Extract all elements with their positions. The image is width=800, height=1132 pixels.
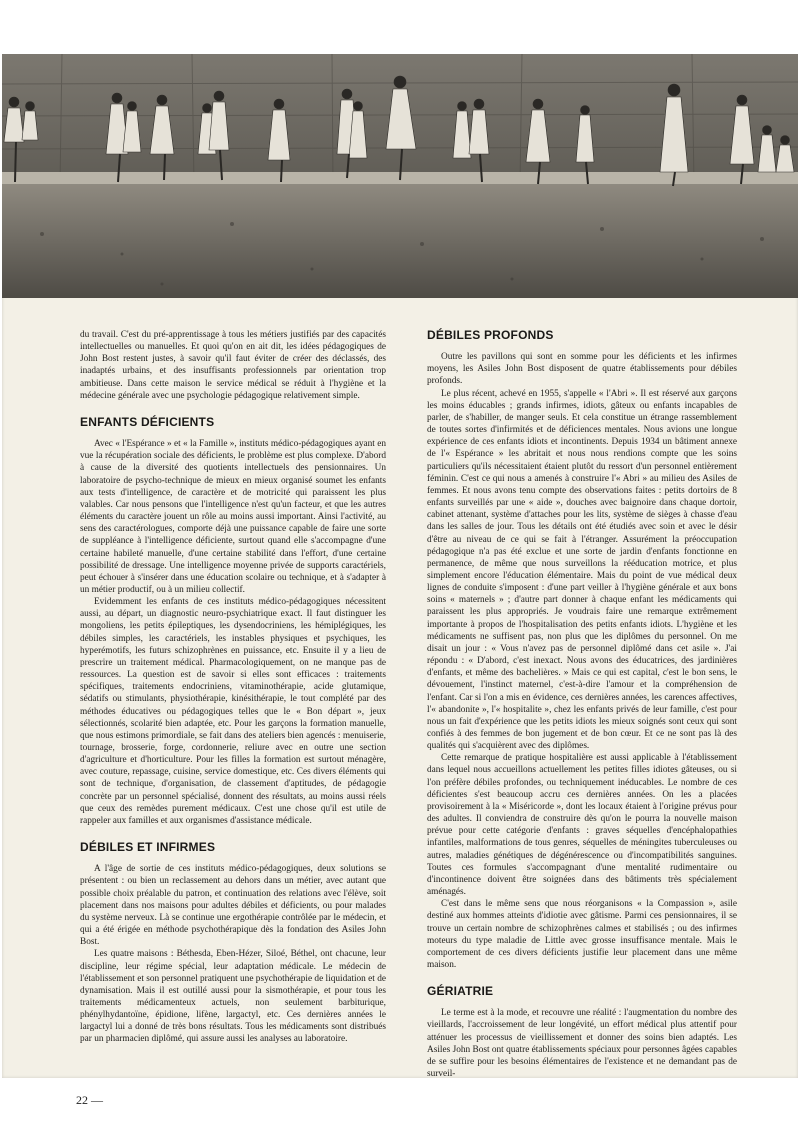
right-column xyxy=(427,325,737,1080)
paragraph: C'est dans le même sens que nous réorganisons « la Compassion », asile destiné aux hommes atteints d'idiotie avec gâtisme. Parmi ces pensionnaires, il se trouve un certain nombre de schizophrènes calmes et stabilisés ; ou des infirmes moteurs du type maladie de Little avec grosse insuffisance mentale. Mais le comportement de ces divers déficients justifie leur placement dans une même maison. xyxy=(427,899,737,970)
paragraph: Cette remarque de pratique hospitalière est aussi applicable à l'établissement dans lequel nous accueillons actuellement les petites filles idiotes gâteuses, ou si l'on préfère débiles profondes, ou techniquement inéducables. Le nombre de ces déficientes s'est beaucoup accru ces dernières années. On les a placées provisoirement à la « Miséricorde », dont les locaux étaient à l'origine prévus pour des adultes. Il conviendra de construire dès qu'on le pourra la nouvelle maison prévue pour cette catégorie d'enfants : graves séquelles d'encéphalopathies infantiles, malformations de tous genres, séquelles de méningites tuberculeuses ou autres, maladies génétiques de dégénérescence ou d'incompatibilités sanguines. Toutes ces formules s'accompagnant d'une mentalité rudimentaire ou d'incontinence doivent être soignées dans des bâtiments très spécialement aménagés. xyxy=(427,753,737,898)
paragraph: Les quatre maisons : Béthesda, Eben-Hézer, Siloé, Béthel, ont chacune, leur discipline, leur régime spécial, leur adaptation médicale. Le médecin de l'établissement et son personnel pratiquent une psychothérapie de liquidation et de dynamisation. Mais il est outillé aussi pour la sismothérapie, et pour tous les traitements médicamenteux actuels, non seulement barbiturique, phénylhydantoïne, épidione, lifène, largactyl, etc. Ces dernières années le largactyl lui a donné de très bons résultats. Tous les médicaments sont distribués par un pharmacien diplômé, qui assure aussi les analyses au laboratoire. xyxy=(80,949,386,1045)
children-walking-photo xyxy=(2,54,798,298)
paragraph: Le terme est à la mode, et recouvre une réalité : l'augmentation du nombre des vieillards, l'accroissement de leur longévité, un effort médical plus attentif pour atténuer les processus de vieillissement et donner des soins bien adaptés. Les Asiles John Bost ont quatre établissements spéciaux pour personnes âgées capables de se suffire pour les besoins élémentaires de l'existence et ne demandant pas de surveil- xyxy=(427,1008,737,1080)
paragraph: Evidemment les enfants de ces instituts médico-pédagogiques nécessitent aussi, au départ, un diagnostic neuro-psychiatrique exact. Il faut distinguer les mongoliens, les petits épileptiques, les dysendocriniens, les hémiplégiques, les débiles simples, les caractériels, les instables physiques et psychiques, les hyperémotifs, les futurs schizophrènes en puissance, etc. Ensuite il y a lieu de prescrire un traitement médical. Pharmacologiquement, on ne manque pas de ressources. La question est de savoir si elles sont efficaces : traitements spécifiques, traitements endocriniens, vitaminothérapie, acide glutamique, sédatifs ou stimulants, physiothérapie, kinésithérapie, le tout complété par des méthodes éducatives ou pédagogiques telles que le « Bon départ », jeux sélectionnés, scolarité bien adaptée, etc. Pour les garçons la formation manuelle, que nous estimons primordiale, se fait dans des ateliers bien agencés : menuiserie, tournage, brosserie, forge, cordonnerie, reliure avec en outre une section d'agriculture et d'horticulture. Pour les filles la formation est surtout ménagère, avec couture, repassage, cuisine, service domestique, etc. Ces divers éléments qui sont de technique, d'organisation, de classement d'aptitudes, de pédagogie concrète par un personnel spécialisé, donnent des résultats, au moins aussi réels que ceux des remèdes purement médicaux. C'est une chose qu'il est utile de rappeler aux familles et aux organismes d'assistance médicale. xyxy=(80,597,386,826)
page-number: 22 — xyxy=(76,1093,103,1107)
paragraph: Le plus récent, achevé en 1955, s'appelle « l'Abri ». Il est réservé aux garçons les moins éducables ; grands infirmes, idiots, gâteux ou enfants incapables de parler, de s'habiller, de manger seuls. Et cela constitue un étrange rassemblement de toutes sortes d'infirmités et de déficiences mentales. Nous avions une longue expérience de ces enfants idiots et incontinents. Depuis 1934 un bâtiment annexe de l'« Espérance » les abritait et nous nous rendions compte que les soins particuliers qu'ils nécessitaient étaient plutôt du ressort d'un personnel entièrement féminin. C'est ce qui nous a amenés à construire l'« Abri » au milieu des Asiles de femmes. Et nous avons tenu compte des observations faites : petits dortoirs de 8 enfants surveillés par une « aide », douches avec baignoire dans chaque dortoir, cabinet attenant, système d'attaches pour les lits, système de sièges à chasse d'eau dans les salles de jour. Tous les détails ont été étudiés avec soin et avec le désir d'être au niveau de ce qui se fait à l'étranger. Assurément la préoccupation pédagogique n'a pas été exclue et une sorte de jardin d'enfants fonctionne en permanence, de même que nous surveillons la rééducation motrice, et plus simplement encore l'éducation élémentaire. Mais du point de vue médical deux lignes de conduite s'imposent : d'une part veiller à l'hygiène générale et aux bons soins « maternels » ; d'autre part donner à chaque enfant les médicaments qui paraissent les plus appropriés. Je voudrais faire une remarque extrêmement importante à propos de l'hospitalisation des petits enfants idiots. L'hygiène et les médicaments ne suffisent pas, non plus que les diplômes du personnel. On me disait un jour : « Vous n'avez pas de personnel diplômé dans cet asile ». J'ai répondu : « D'abord, c'est inexact. Nous avons des éducatrices, des jardinières d'enfants, et même des bachelières. » Mais ce qui est capital, c'est le bon sens, le dévouement, l'instinct maternel, c'est-à-dire l'amour et la compréhension de l'enfant. Car si l'on a mis en évidence, ces dernières années, les carences affectives, l'« abandonite », l'« hospitalite », chez les enfants privés de leur famille, c'est pour nous un fait d'expérience que les petits idiots les mieux soignés sont ceux qui sont confiés à des femmes de bon jugement et de bon cœur. Et ce ne sont pas là des qualités qui s'acquièrent avec des diplômes. xyxy=(427,388,737,752)
magazine-page xyxy=(2,54,798,1107)
paragraph: Avec « l'Espérance » et « la Famille », instituts médico-pédagogiques ayant en vue la récupération sociale des déficients, le problème est plus complexe. D'abord à cause de la diversité des quotients intellectuels des pensionnaires. Un laboratoire de psycho-technique de mieux en mieux organisé soumet les enfants aux tests d'intelligence, de caractère et de motricité qui paraissent les plus valables. Car nous pensons que l'intelligence n'est qu'un facteur, et que les autres éléments du caractère jouent un rôle au moins aussi important. Ainsi l'activité, au sens des caractérologues, comporte déjà une puissance capable de faire une sorte de suppléance à l'intelligence déficiente, surtout quand elle s'accompagne d'une certaine habileté manuelle, d'une certaine stabilité dans l'effort, d'une certaine possibilité de dressage. Une intelligence moyenne privée de supports caractériels, peut échouer à s'insérer dans une éducation scolaire ou technique, et à s'adapter à un métier productif, ou à un milieu collectif. xyxy=(80,439,386,595)
paragraph: Outre les pavillons qui sont en somme pour les déficients et les infirmes moyens, les Asiles John Bost disposent de quatre établissements pour débiles profonds. xyxy=(427,352,737,387)
section-heading-debiles-profonds: DÉBILES PROFONDS xyxy=(427,328,554,342)
section-heading-debiles-et-infirmes: DÉBILES ET INFIRMES xyxy=(80,840,216,855)
paragraph: A l'âge de sortie de ces instituts médico-pédagogiques, deux solutions se présentent : ou bien un reclassement au dehors dans un métier, avec autant que possible choix préalable du patron, et continuation des relations avec l'élève, soit placement dans nos maisons pour adultes débiles et déficients, ou pour malades du système nerveux. Là se continue une ergothérapie contrôlée par le médecin, et qui a été érigée en méthode psychothérapique dès la fondation des Asiles John Bost. xyxy=(80,864,386,948)
left-column xyxy=(80,329,386,1046)
section-heading-geriatrie: GÉRIATRIE xyxy=(427,984,494,999)
intro-paragraph: du travail. C'est du pré-apprentissage à tous les métiers justifiés par des capacités intellectuelles ou manuelles. Et quoi qu'on en ait dit, les idées pédagogiques de John Bost restent justes, à savoir qu'il faut éviter de créer des déclassés, des inadaptés urbains, et des insuffisants professionnels par orientation trop ambitieuse. Dans cette maison le service médical se réduit à l'hygiène et la médecine générale avec une psychologie pédagogique relativement simple. xyxy=(80,330,386,401)
section-heading-enfants-deficients: ENFANTS DÉFICIENTS xyxy=(80,414,215,429)
